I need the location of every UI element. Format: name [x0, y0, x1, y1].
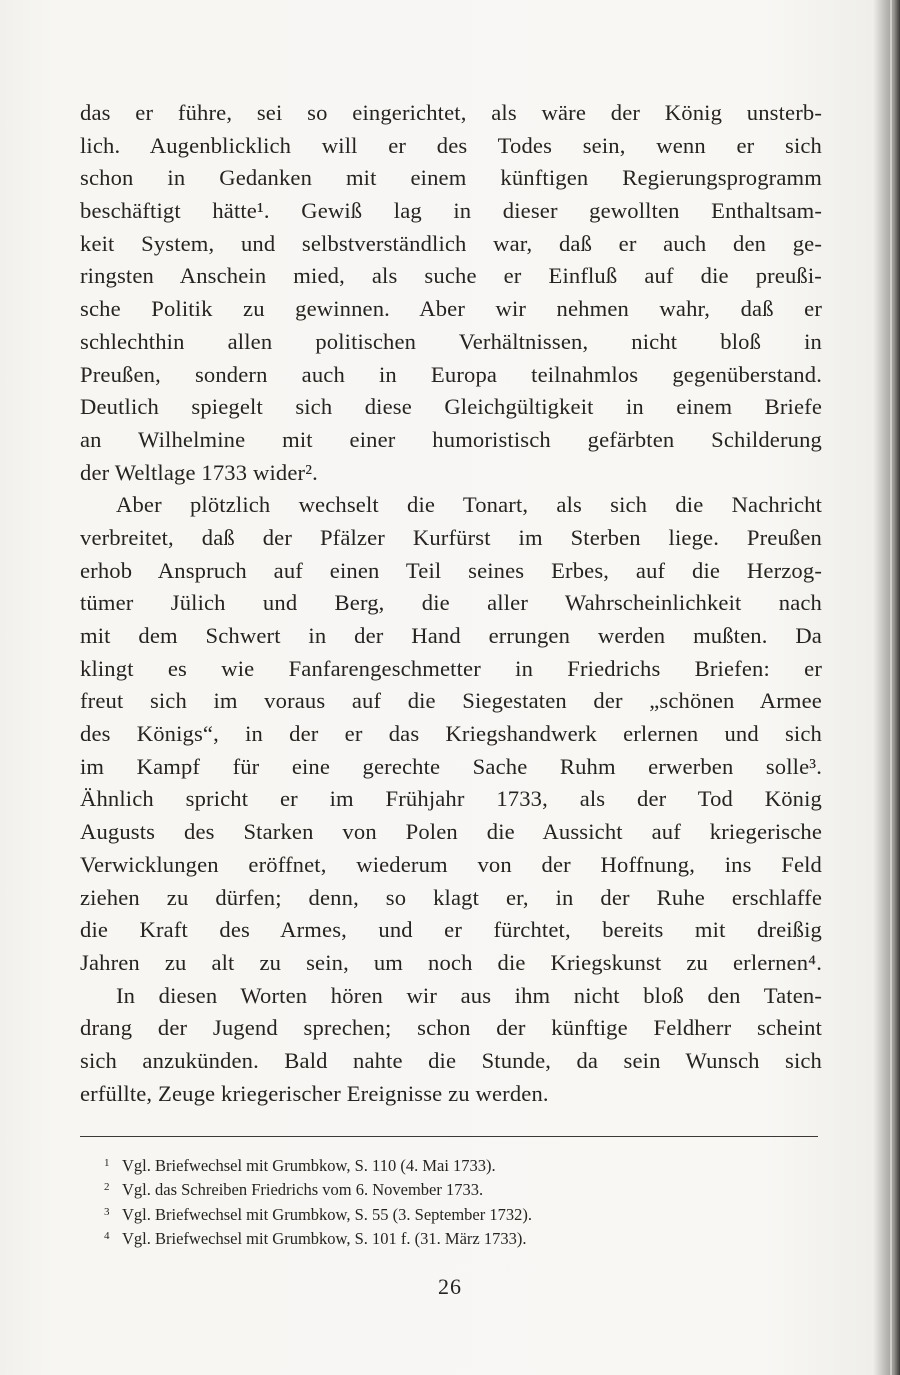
footnotes	[104, 1154, 744, 1251]
text-line: erhob Anspruch auf einen Teil seines Erbes, auf die Herzog-	[80, 557, 822, 583]
footnote-text: Vgl. das Schreiben Friedrichs vom 6. November 1733.	[122, 1180, 484, 1200]
footnote-item	[104, 1178, 744, 1202]
footnote-text: Vgl. Briefwechsel mit Grumbkow, S. 110 (4. Mai 1733).	[122, 1156, 496, 1175]
text-line: beschäftigt hätte¹. Gewiß lag in dieser gewollten Enthaltsam-	[80, 198, 822, 224]
text-line: In diesen Worten hören wir aus ihm nicht bloß den Taten-	[116, 982, 822, 1008]
text-line: lich. Augenblicklich will er des Todes sein, wenn er sich	[80, 132, 822, 158]
text-line: keit System, und selbstverständlich war, daß er auch den ge-	[80, 230, 822, 256]
text-line: Verwicklungen eröffnet, wiederum von der Hoffnung, ins Feld	[80, 851, 822, 877]
page-number: 26	[438, 1274, 462, 1299]
text-line: mit dem Schwert in der Hand errungen werden mußten. Da	[80, 623, 822, 648]
text-line: Preußen, sondern auch in Europa teilnahmlos gegenüberstand.	[80, 361, 822, 387]
body-text	[80, 97, 822, 1110]
text-line: Jahren zu alt zu sein, um noch die Kriegskunst zu erlernen⁴.	[80, 949, 822, 975]
text-line: klingt es wie Fanfarengeschmetter in Friedrichs Briefen: er	[80, 655, 822, 681]
text-line: Augusts des Starken von Polen die Aussicht auf kriegerische	[80, 819, 822, 845]
text-line: des Königs“, in der er das Kriegshandwerk erlernen und sich	[80, 721, 822, 747]
text-line: die Kraft des Armes, und er fürchtet, bereits mit dreißig	[80, 917, 822, 943]
footnote-number: 3	[104, 1205, 110, 1218]
text-line: Ähnlich spricht er im Frühjahr 1733, als der Tod König	[80, 786, 822, 812]
footnote-number: 1	[104, 1157, 110, 1169]
text-line: im Kampf für eine gerechte Sache Ruhm erwerben solle³.	[80, 753, 822, 779]
text-line: sche Politik zu gewinnen. Aber wir nehmen wahr, daß er	[80, 296, 822, 322]
text-line: schon in Gedanken mit einem künftigen Regierungsprogramm	[80, 165, 822, 191]
footnote-text: Vgl. Briefwechsel mit Grumbkow, S. 101 f. (31. März 1733).	[122, 1228, 527, 1248]
page-edge	[890, 0, 892, 1375]
footnote-item	[104, 1203, 744, 1227]
text-line: erfüllte, Zeuge kriegerischer Ereignisse zu werden.	[80, 1080, 549, 1106]
text-line: ziehen zu dürfen; denn, so klagt er, in der Ruhe erschlaffe	[80, 884, 822, 910]
footnote-text: Vgl. Briefwechsel mit Grumbkow, S. 55 (3. September 1732).	[122, 1204, 532, 1224]
text-line: an Wilhelmine mit einer humoristisch gefärbten Schilderung	[80, 426, 822, 452]
text-line: drang der Jugend sprechen; schon der künftige Feldherr scheint	[80, 1015, 822, 1041]
footnote-rule	[80, 1136, 818, 1137]
text-line: schlechthin allen politischen Verhältnissen, nicht bloß in	[80, 328, 822, 354]
text-line: sich anzukünden. Bald nahte die Stunde, da sein Wunsch sich	[80, 1047, 822, 1073]
footnote-number: 2	[104, 1181, 110, 1194]
footnote-number: 4	[104, 1229, 110, 1242]
text-line: verbreitet, daß der Pfälzer Kurfürst im Sterben liege. Preußen	[80, 524, 822, 550]
text-line: freut sich im voraus auf die Siegestaten der „schönen Armee	[80, 688, 822, 714]
footnote-item	[104, 1227, 744, 1251]
text-line: das er führe, sei so eingerichtet, als wäre der König unsterb-	[80, 100, 822, 125]
text-line: ringsten Anschein mied, als suche er Einfluß auf die preußi-	[80, 263, 822, 289]
text-line: der Weltlage 1733 wider².	[80, 459, 318, 485]
text-line: Aber plötzlich wechselt die Tonart, als sich die Nachricht	[116, 492, 822, 518]
text-line: Deutlich spiegelt sich diese Gleichgültigkeit in einem Briefe	[80, 394, 822, 420]
footnote-item	[104, 1154, 744, 1178]
text-line: tümer Jülich und Berg, die aller Wahrscheinlichkeit nach	[80, 590, 822, 616]
